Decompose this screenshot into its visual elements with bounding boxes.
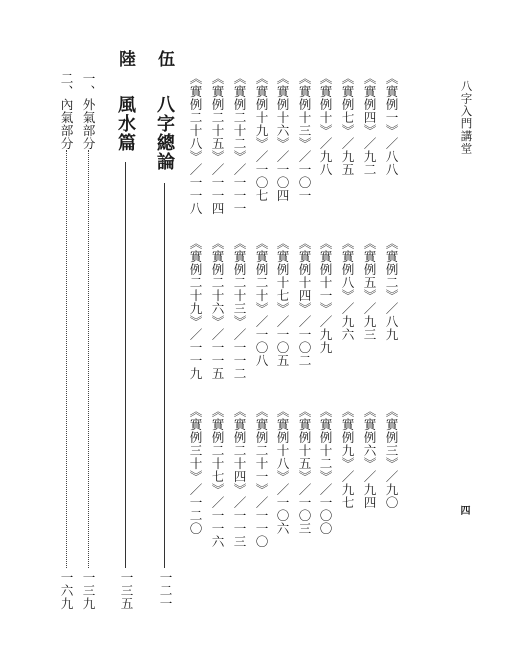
example-entry: 《實例三十》／一二〇 — [187, 405, 203, 535]
example-entry: 《實例十二》／一〇〇 — [317, 405, 333, 535]
section-page: 一三五 — [118, 571, 134, 610]
page-number: 四 — [458, 505, 469, 515]
example-entry: 《實例五》／九三 — [361, 237, 377, 341]
example-entry: 《實例十八》／一〇六 — [274, 405, 290, 535]
subsection-leader — [66, 150, 67, 568]
example-entry: 《實例十四》／一〇二 — [296, 237, 312, 367]
example-entry: 《實例八》／九六 — [339, 237, 355, 341]
subsection-page: 一六九 — [58, 571, 74, 610]
section-number: 陸 — [115, 50, 135, 67]
example-entry: 《實例二十六》／一一五 — [209, 237, 225, 380]
example-entry: 《實例十三》／一〇一 — [296, 72, 312, 202]
subsection-page: 一三九 — [80, 571, 96, 610]
section-page: 一二一 — [157, 571, 173, 610]
subsection-label: 二、內氣部分 — [58, 72, 74, 150]
example-entry: 《實例二十二》／一一一 — [231, 72, 247, 215]
example-entry: 《實例二十一》／一一〇 — [253, 405, 269, 548]
subsection-leader — [88, 150, 89, 568]
example-entry: 《實例十九》／一〇七 — [253, 72, 269, 202]
example-entry: 《實例三》／九〇 — [383, 405, 399, 509]
example-entry: 《實例六》／九四 — [361, 405, 377, 509]
example-entry: 《實例二十五》／一一四 — [209, 72, 225, 215]
running-title: 八字入門講堂 — [459, 80, 474, 155]
example-entry: 《實例二》／八九 — [383, 237, 399, 341]
section-leader — [125, 162, 126, 568]
example-entry: 《實例十五》／一〇三 — [296, 405, 312, 535]
example-entry: 《實例十七》／一〇五 — [274, 237, 290, 367]
example-entry: 《實例四》／九二 — [361, 72, 377, 176]
example-entry: 《實例二十九》／一一九 — [187, 237, 203, 380]
section-number: 伍 — [154, 50, 174, 67]
example-entry: 《實例二十八》／一一八 — [187, 72, 203, 215]
example-entry: 《實例一》／八八 — [383, 72, 399, 176]
example-entry: 《實例十》／九八 — [317, 72, 333, 176]
section-title: 風水篇 — [115, 95, 136, 152]
example-entry: 《實例七》／九五 — [339, 72, 355, 176]
example-entry: 《實例二十七》／一一六 — [209, 405, 225, 548]
example-entry: 《實例二十四》／一一三 — [231, 405, 247, 548]
example-entry: 《實例二十》／一〇八 — [253, 237, 269, 367]
subsection-label: 一、外氣部分 — [80, 72, 96, 150]
example-entry: 《實例十一》／九九 — [317, 237, 333, 354]
section-leader — [164, 183, 165, 568]
example-entry: 《實例十六》／一〇四 — [274, 72, 290, 202]
section-title: 八字總論 — [154, 95, 175, 171]
example-entry: 《實例二十三》／一一二 — [231, 237, 247, 380]
example-entry: 《實例九》／九七 — [339, 405, 355, 509]
